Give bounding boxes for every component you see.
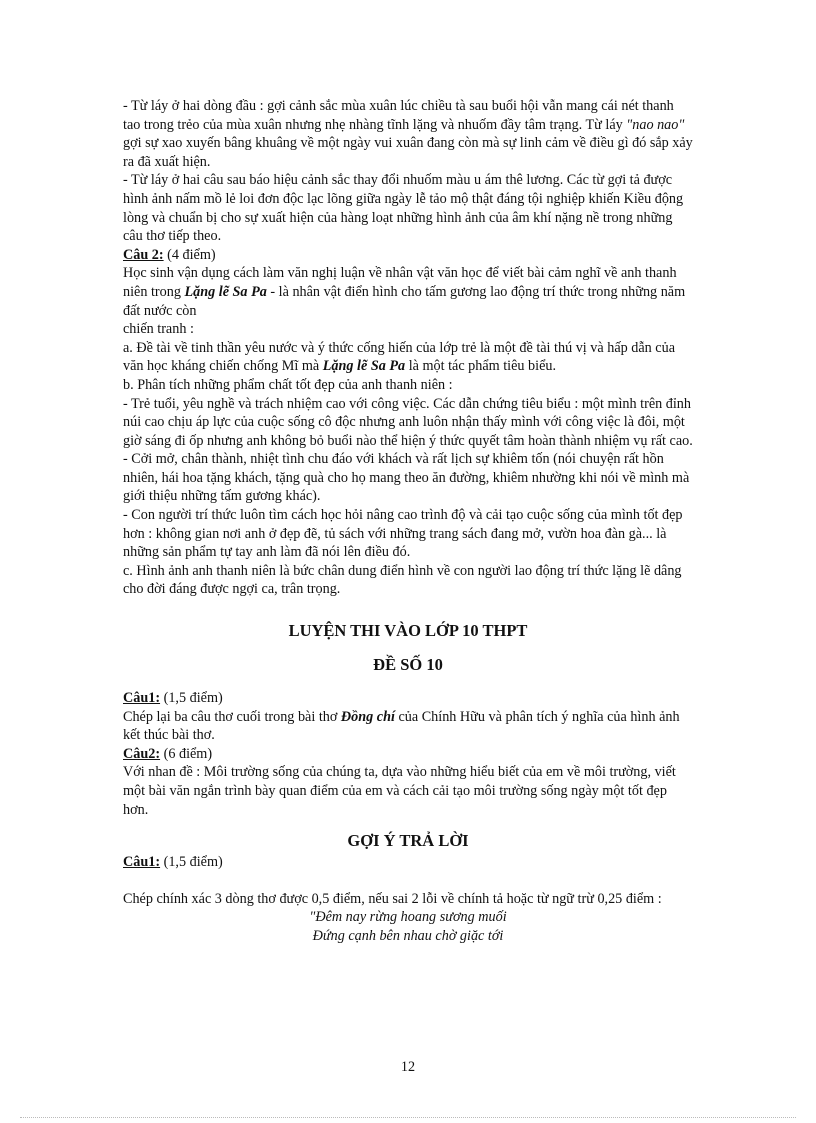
de10-cau1-text: Chép lại ba câu thơ cuối trong bài thơ Đồng chí của Chính Hữu và phân tích ý nghĩa của hình ảnh kết thúc bài thơ. [123, 708, 680, 744]
cau2-intro: Học sinh vận dụng cách làm văn nghị luận về nhân vật văn học để viết bài cảm nghĩ về anh thanh niên trong Lặng lẽ Sa Pa - là nhân vật điển hình cho tấm gương lao động trí thức trong những năm đất nước còn [123, 265, 686, 319]
cau2-point-c: c. Hình ảnh anh thanh niên là bức chân dung điển hình về con người lao động trí thức lặng lẽ dâng cho đời đáng được ngợi ca, trân trọng. [123, 562, 682, 598]
cau2-heading [123, 246, 693, 265]
answer-cau1-label: Câu1: [123, 854, 161, 871]
work-title: Lặng lẽ Sa Pa [322, 358, 406, 375]
answer-cau1-heading: Câu1: (1,5 điểm) [123, 854, 223, 871]
exam-number-title: ĐỀ SỐ 10 [373, 655, 443, 675]
cau2-points: (4 điểm) [163, 246, 216, 263]
page-content [123, 97, 693, 946]
work-title: Đồng chí [340, 708, 395, 725]
paragraph-tu-lay-1: - Từ láy ở hai dòng đầu : gợi cảnh sắc mùa xuân lúc chiều tà sau buổi hội vẫn mang cái nét thanh tao trong trẻo của mùa xuân nhưng nhẹ nhàng tĩnh lặng và nhuốm đầy tâm trạng. Từ láy "nao nao" gợi sự xao xuyến bâng khuâng về một ngày vui xuân đang còn mà sự linh cảm về điều gì đó sắp xảy ra đã xuất hiện. [123, 98, 693, 170]
cau2-point-b1: - Trẻ tuổi, yêu nghề và trách nhiệm cao với công việc. Các dẫn chứng tiêu biểu : một mình trên đỉnh núi cao chịu áp lực của cuộc sống cô độc nhưng anh luôn nhận thấy mình với công việc là đôi, một giờ sáng đi ốp nhưng anh không bỏ buổi nào thể hiện ý thức quyết tâm hoàn thành nhiệm vụ rất cao. [123, 395, 693, 449]
nao-nao-quote: "nao nao" [626, 116, 685, 133]
page-number: 12 [400, 1059, 416, 1075]
de10-cau1-label: Câu1: [123, 690, 161, 707]
poem-line-1: "Đêm nay rừng hoang sương muối [309, 909, 507, 926]
work-title: Lặng lẽ Sa Pa [184, 283, 267, 300]
cau2-point-b3: - Con người trí thức luôn tìm cách học hỏi nâng cao trình độ và cải tạo cuộc sống của mình tốt đẹp hơn : không gian nơi anh ở đẹp đẽ, tủ sách với những trang sách đang mở, vườn hoa đàn gà... là những sản phẩm tự tay anh làm đã nói lên điều đó. [123, 507, 683, 561]
cau2-intro-cont: chiến tranh : [123, 321, 194, 338]
de10-cau2-text: Với nhan đề : Môi trường sống của chúng ta, dựa vào những hiểu biết của em về môi trường, viết một bài văn ngắn trình bày quan điểm của em và cách cải tạo môi trường sống ngày một tốt đẹp hơn. [123, 764, 676, 818]
de10-cau2-heading: Câu2: (6 điểm) [123, 745, 213, 762]
answer-title: GỢI Ý TRẢ LỜI [347, 831, 469, 851]
cau2-point-a: a. Đề tài về tinh thần yêu nước và ý thức cống hiến của lớp trẻ là một đề tài thú vị và hấp dẫn của văn học kháng chiến chống Mĩ mà Lặng lẽ Sa Pa là một tác phẩm tiêu biểu. [123, 339, 675, 375]
de10-cau1-heading: Câu1: (1,5 điểm) [123, 690, 223, 707]
de10-cau2-label: Câu2: [123, 745, 161, 762]
cau2-point-b: b. Phân tích những phẩm chất tốt đẹp của anh thanh niên : [123, 376, 453, 393]
cau2-label: Câu 2: [123, 246, 164, 263]
answer-cau1-text: Chép chính xác 3 dòng thơ được 0,5 điểm, nếu sai 2 lỗi về chính tả hoặc từ ngữ trừ 0,25 điểm : [123, 890, 662, 907]
poem-line-2: Đứng cạnh bên nhau chờ giặc tới [312, 927, 504, 944]
cau2-point-b2: - Cởi mở, chân thành, nhiệt tình chu đáo với khách và rất lịch sự khiêm tốn (nói chuyện rất hồn nhiên, hái hoa tặng khách, tặng quà cho họ mang theo ăn đường, khiêm nhường khi nói về mình mà giới thiệu những tấm gương khác). [123, 451, 690, 505]
exam-title: LUYỆN THI VÀO LỚP 10 THPT [288, 621, 528, 641]
paragraph-tu-lay-2: - Từ láy ở hai câu sau báo hiệu cảnh sắc thay đổi nhuốm màu u ám thê lương. Các từ gợi tả được hình ảnh nấm mồ lẻ loi đơn độc lạc lõng giữa ngày lễ tảo mộ thật đáng tội nghiệp khiến Kiều động lòng và chuẩn bị cho sự xuất hiện của hàng loạt những hình ảnh của âm khí nặng nề trong những câu thơ tiếp theo. [123, 172, 684, 245]
page-bottom-divider [20, 1117, 796, 1118]
